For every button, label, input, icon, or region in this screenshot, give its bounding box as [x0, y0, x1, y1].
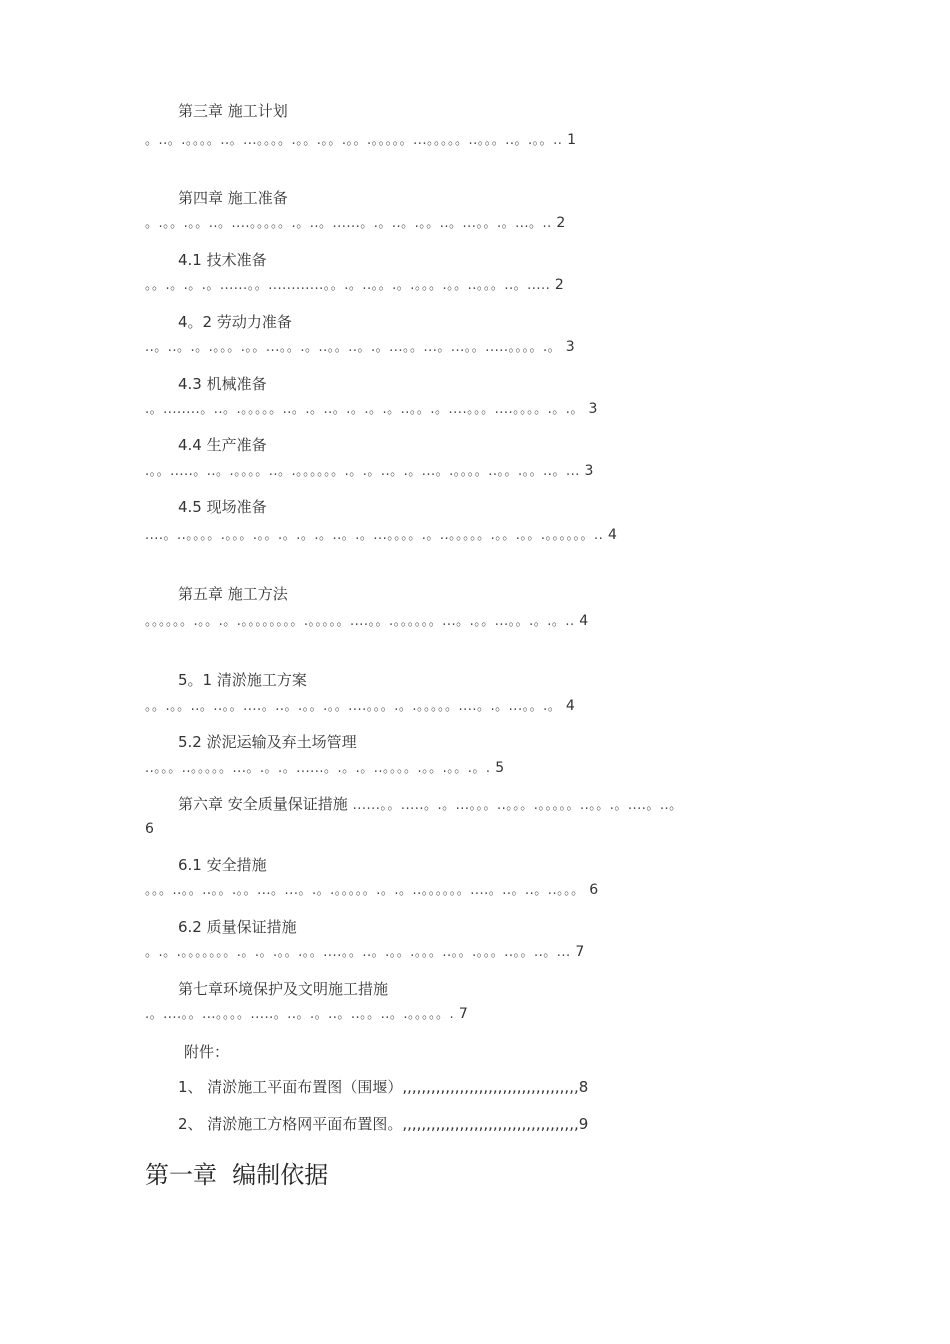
toc-page-number: 4 — [579, 613, 589, 629]
toc-page-number: 6 — [589, 882, 599, 898]
toc-entry-leader — [145, 818, 810, 841]
toc-entry-leader: ..。。。..。。。。。...。.。.。......。.。.。..。。。。.。。.。。.。. 5 — [145, 760, 505, 776]
toc-entry-leader: 。.。.。。。。。。。.。.。.。。.。。....。。..。.。。.。。。..。。.。。。..。。..。... 7 — [145, 944, 585, 960]
toc-entry-leader: 。。。。。。.。。.。.。。。。。。。。.。。。。。....。。.。。。。。。...。.。。...。。.。.。.. 4 — [145, 613, 589, 629]
toc-entry-title[interactable]: 4.1 技术准备 — [178, 251, 267, 269]
toc-page-number: 2 — [556, 215, 566, 231]
toc-entry-leader: .。........。..。.。。。。。..。.。..。.。.。.。..。。.。....。。。....。。。。.。.。 3 — [145, 401, 598, 417]
toc-entry-title[interactable]: 4.3 机械准备 — [178, 375, 267, 393]
toc-page-number: 2 — [554, 277, 565, 293]
toc-entry-title[interactable]: 5.2 淤泥运输及弃土场管理 — [178, 733, 357, 751]
toc-entry-title[interactable]: 5。1 清淤施工方案 — [178, 671, 307, 689]
toc-page-number: 4 — [607, 527, 618, 543]
toc-entry-leader: 。.。。.。。..。....。。。。。.。..。......。.。..。.。。..。...。。.。...。.. 2 — [145, 215, 566, 231]
toc-page-number: 3 — [584, 463, 594, 479]
toc-page-number: 4 — [565, 698, 576, 714]
toc-entry-leader: .。。.....。..。.。。。。..。.。。。。。。.。.。..。.。...。.。。。。..。。.。。..。... 3 — [145, 463, 594, 479]
toc-entry-title[interactable]: 第七章环境保护及文明施工措施 — [178, 980, 389, 998]
toc-entry-title[interactable]: 4.5 现场准备 — [178, 498, 267, 516]
toc-entry-leader: ..。..。.。.。。。.。。...。。.。..。。..。.。...。。...。...。。.....。。。。.。 3 — [145, 339, 576, 355]
toc-entry-title[interactable]: 4。2 劳动力准备 — [178, 313, 292, 331]
toc-entry-leader: ....。..。。。。.。。。.。。.。.。.。..。.。...。。。。.。..。。。。。.。。.。。.。。。。。。.. 4 — [145, 527, 618, 543]
toc-page-number: 7 — [575, 944, 585, 960]
attachment-item[interactable]: 1、 清淤施工平面布置图（围堰）,,,,,,,,,,,,,,,,,,,,,,,,,,,,,,,,,,,,,8 — [178, 1078, 589, 1096]
toc-entry-title[interactable]: 6.2 质量保证措施 — [178, 918, 297, 936]
toc-page-number: 5 — [495, 760, 505, 776]
toc-entry-title[interactable]: 4.4 生产准备 — [178, 436, 267, 454]
toc-entry-leader: 。。.。。..。..。。....。..。.。。.。。....。。。.。.。。。。。....。.。...。。.。 4 — [145, 698, 576, 714]
toc-page-number: 3 — [588, 401, 598, 417]
toc-entry-leader: ......。。.....。.。...。。。..。。。.。。。。。..。。.。....。..。 — [352, 798, 683, 813]
toc-entry-title[interactable]: 第三章 施工计划 — [178, 102, 288, 120]
attachments-label: 附件： — [184, 1043, 230, 1061]
toc-page-number: 1 — [567, 132, 577, 148]
toc-entry-title[interactable]: 6.1 安全措施 — [178, 856, 267, 874]
chapter-heading: 第一章 编制依据 — [145, 1161, 329, 1189]
toc-entry-leader: 。。。..。。..。。.。。...。...。.。.。。。。。.。.。..。。。。。。....。..。..。..。。。 6 — [145, 882, 599, 898]
toc-entry-title[interactable]: 第四章 施工准备 — [178, 189, 288, 207]
toc-entry-leader: 。..。.。。。。..。...。。。。.。。.。。.。。.。。。。。...。。。。。..。。。..。.。。.. 1 — [145, 132, 577, 148]
toc-entry-leader: .。....。。...。。。。.....。..。.。..。..。。..。.。。。。。. 7 — [145, 1006, 469, 1022]
toc-page-number: 3 — [565, 339, 576, 355]
attachment-item[interactable]: 2、 清淤施工方格网平面布置图。,,,,,,,,,,,,,,,,,,,,,,,,,,,,,,,,,,,,,9 — [178, 1115, 589, 1133]
toc-entry-title[interactable]: 第五章 施工方法 — [178, 585, 288, 603]
toc-entry-title: 第六章 安全质量保证措施 — [178, 795, 348, 813]
toc-page-number: 7 — [458, 1006, 469, 1022]
toc-entry-leader: 。。.。.。.。......。。............。。.。..。。.。.。。。.。。..。。。..。..... 2 — [145, 277, 565, 293]
toc-page-number: 6 — [145, 821, 155, 837]
toc-entry-inline[interactable] — [178, 794, 683, 816]
